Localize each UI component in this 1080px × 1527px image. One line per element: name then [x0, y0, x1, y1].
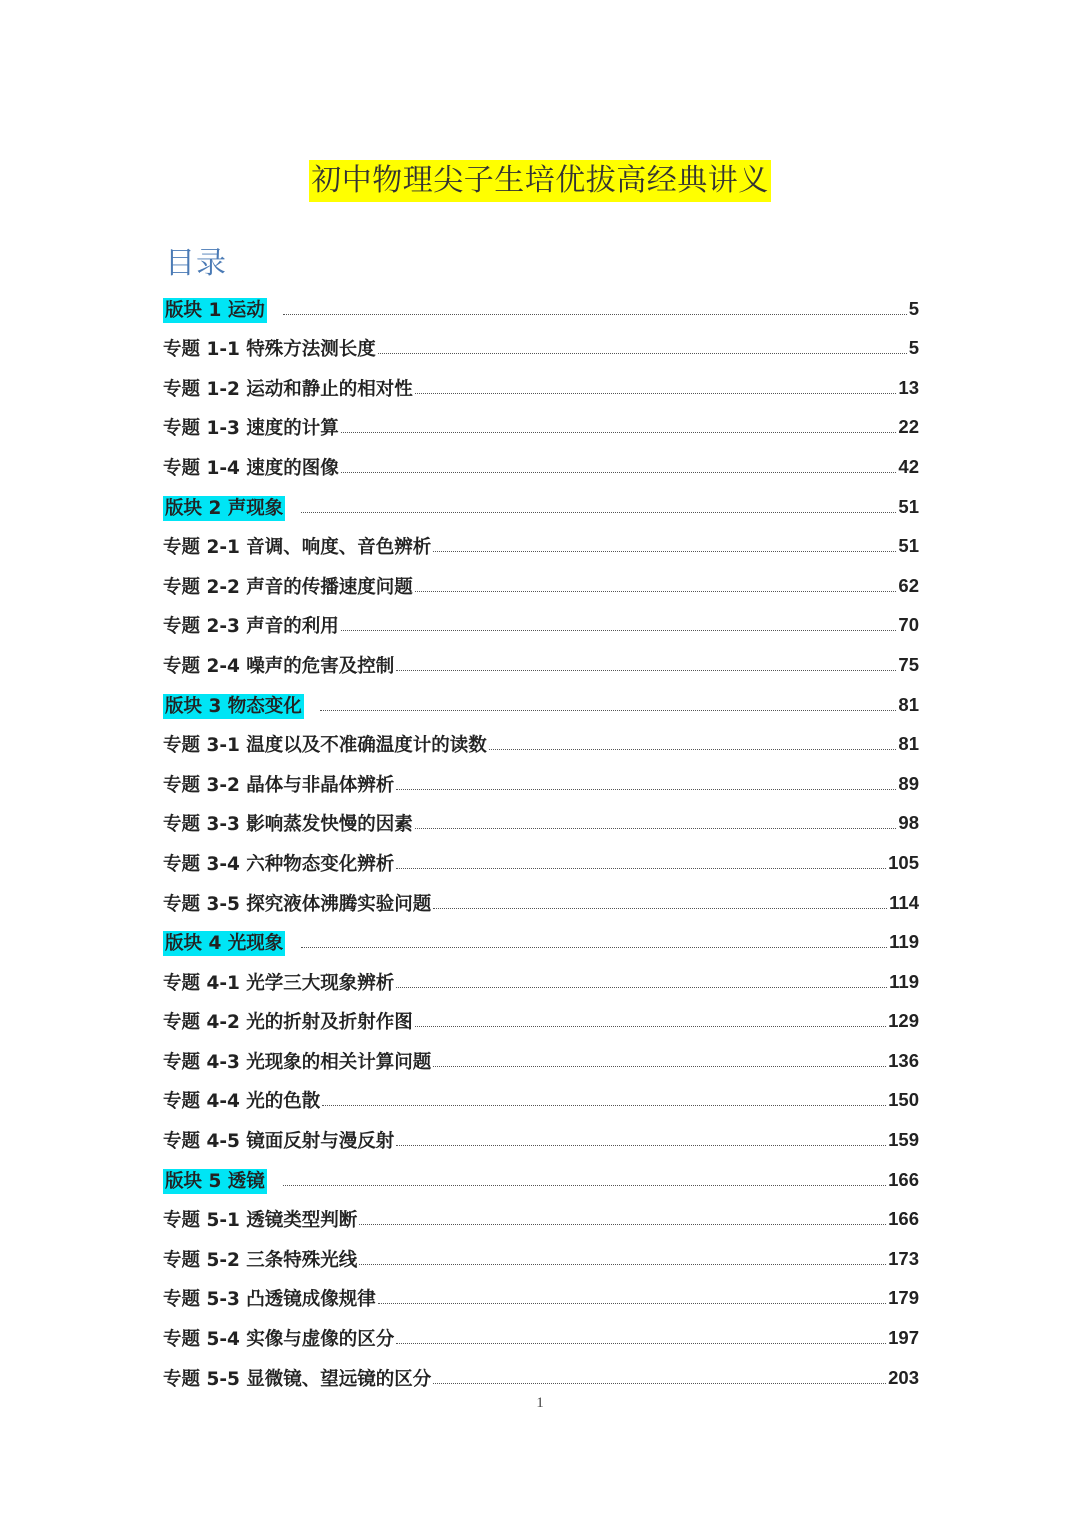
toc-entry-label: 专题 5-4 实像与虚像的区分	[163, 1329, 395, 1351]
toc-label-wrap	[163, 734, 487, 758]
toc-entry-label: 专题 3-2 晶体与非晶体辨析	[163, 774, 395, 796]
toc-label-wrap	[163, 338, 376, 362]
dot-leader	[341, 472, 897, 473]
dot-leader	[396, 1343, 886, 1344]
toc-label-wrap	[163, 1249, 357, 1273]
toc-entry-page: 166	[888, 1168, 919, 1190]
toc-entry-label: 专题 2-4 噪声的危害及控制	[163, 655, 395, 677]
title-container	[0, 160, 1080, 202]
toc-entry-page: 119	[889, 970, 919, 992]
dot-leader	[341, 432, 897, 433]
toc-entry-label: 专题 3-1 温度以及不准确温度计的读数	[163, 735, 487, 757]
dot-leader	[359, 1224, 886, 1225]
toc-label-wrap	[163, 1209, 357, 1233]
toc-label-wrap	[163, 536, 431, 560]
toc-topic-entry[interactable]	[163, 323, 919, 363]
toc-label-wrap	[163, 972, 394, 996]
toc-topic-entry[interactable]	[163, 837, 919, 877]
dot-leader	[301, 512, 896, 513]
toc-section-entry[interactable]	[163, 917, 919, 957]
toc-entry-page: 42	[898, 455, 919, 477]
toc-topic-entry[interactable]	[163, 1114, 919, 1154]
toc-topic-entry[interactable]	[163, 877, 919, 917]
toc-entry-label: 专题 5-3 凸透镜成像规律	[163, 1289, 376, 1311]
toc-entry-label: 专题 2-1 音调、响度、音色辨析	[163, 537, 432, 559]
toc-topic-entry[interactable]	[163, 1194, 919, 1234]
dot-leader	[396, 670, 896, 671]
toc-entry-label: 专题 2-2 声音的传播速度问题	[163, 576, 413, 598]
toc-topic-entry[interactable]	[163, 1312, 919, 1352]
toc-entry-label: 专题 4-1 光学三大现象辨析	[163, 972, 395, 994]
toc-entry-page: 197	[888, 1327, 919, 1349]
toc-entry-label: 专题 1-2 运动和静止的相对性	[163, 378, 413, 400]
toc-topic-entry[interactable]	[163, 1352, 919, 1392]
toc-label-wrap	[163, 576, 413, 600]
toc-label-wrap	[163, 457, 339, 481]
dot-leader	[433, 551, 896, 552]
toc-topic-entry[interactable]	[163, 996, 919, 1036]
toc-label-wrap	[163, 1011, 413, 1035]
toc-entry-label: 专题 5-5 显微镜、望远镜的区分	[163, 1368, 432, 1390]
toc-label-wrap	[163, 932, 285, 956]
toc-label-wrap	[163, 299, 267, 323]
toc-entry-label: 版块 1 运动	[165, 299, 265, 321]
toc-entry-label: 专题 4-3 光现象的相关计算问题	[163, 1051, 432, 1073]
toc-topic-entry[interactable]	[163, 560, 919, 600]
toc-label-wrap	[163, 417, 339, 441]
toc-label-wrap	[163, 1090, 320, 1114]
toc-topic-entry[interactable]	[163, 402, 919, 442]
toc-entry-label: 版块 3 物态变化	[165, 695, 302, 717]
toc-entry-label: 版块 4 光现象	[165, 933, 284, 955]
toc-entry-page: 89	[898, 772, 919, 794]
toc-section-entry[interactable]	[163, 283, 919, 323]
toc-heading: 目录	[165, 246, 227, 281]
dot-leader	[433, 1066, 886, 1067]
toc-label-wrap	[163, 1170, 267, 1194]
dot-leader	[489, 749, 897, 750]
toc-entry-page: 136	[888, 1049, 919, 1071]
toc-entry-label: 专题 1-3 速度的计算	[163, 418, 339, 440]
toc-entry-label: 专题 4-4 光的色散	[163, 1091, 321, 1113]
dot-leader	[320, 710, 897, 711]
toc-entry-page: 5	[908, 297, 919, 319]
toc-entry-label: 专题 4-5 镜面反射与漫反射	[163, 1131, 395, 1153]
toc-entry-page: 5	[908, 337, 919, 359]
toc-label-wrap	[163, 1368, 431, 1392]
toc-entry-label: 专题 3-4 六种物态变化辨析	[163, 853, 395, 875]
toc-entry-label: 专题 5-1 透镜类型判断	[163, 1210, 358, 1232]
toc-label-wrap	[163, 378, 413, 402]
toc-topic-entry[interactable]	[163, 758, 919, 798]
toc-entry-page: 129	[888, 1010, 919, 1032]
toc-label-wrap	[163, 1328, 394, 1352]
toc-section-entry[interactable]	[163, 481, 919, 521]
dot-leader	[341, 630, 897, 631]
dot-leader	[396, 868, 886, 869]
toc-entry-page: 114	[889, 891, 919, 913]
dot-leader	[415, 393, 897, 394]
toc-topic-entry[interactable]	[163, 1273, 919, 1313]
toc-entry-page: 105	[888, 851, 919, 873]
toc-label-wrap	[163, 813, 413, 837]
dot-leader	[322, 1105, 886, 1106]
dot-leader	[283, 1185, 886, 1186]
toc-entry-page: 22	[898, 416, 919, 438]
toc-entry-label: 版块 2 声现象	[165, 497, 284, 519]
toc-topic-entry[interactable]	[163, 441, 919, 481]
toc-entry-label: 专题 5-2 三条特殊光线	[163, 1249, 358, 1271]
toc-entry-page: 119	[889, 931, 919, 953]
toc-entry-page: 75	[898, 653, 919, 675]
dot-leader	[415, 591, 897, 592]
toc-entry-label: 专题 3-3 影响蒸发快慢的因素	[163, 814, 413, 836]
toc-entry-page: 166	[888, 1208, 919, 1230]
toc-label-wrap	[163, 893, 431, 917]
toc-entry-label: 版块 5 透镜	[165, 1170, 265, 1192]
toc-topic-entry[interactable]	[163, 1035, 919, 1075]
dot-leader	[396, 789, 896, 790]
toc-entry-label: 专题 3-5 探究液体沸腾实验问题	[163, 893, 432, 915]
toc-section-entry[interactable]	[163, 679, 919, 719]
toc-entry-page: 159	[888, 1129, 919, 1151]
toc-label-wrap	[163, 615, 339, 639]
toc-topic-entry[interactable]	[163, 956, 919, 996]
dot-leader	[433, 908, 887, 909]
toc-entry-page: 62	[898, 574, 919, 596]
table-of-contents	[163, 283, 919, 1392]
toc-section-entry[interactable]	[163, 1154, 919, 1194]
dot-leader	[378, 1303, 886, 1304]
toc-label-wrap	[163, 853, 394, 877]
toc-label-wrap	[163, 497, 285, 521]
dot-leader	[415, 828, 897, 829]
toc-topic-entry[interactable]	[163, 639, 919, 679]
toc-entry-page: 81	[898, 693, 919, 715]
toc-entry-label: 专题 1-1 特殊方法测长度	[163, 339, 376, 361]
dot-leader	[359, 1264, 886, 1265]
toc-entry-page: 179	[888, 1287, 919, 1309]
toc-entry-page: 81	[898, 733, 919, 755]
toc-topic-entry[interactable]	[163, 521, 919, 561]
toc-topic-entry[interactable]	[163, 719, 919, 759]
dot-leader	[433, 1383, 886, 1384]
toc-label-wrap	[163, 1130, 394, 1154]
toc-entry-page: 173	[888, 1247, 919, 1269]
dot-leader	[378, 353, 907, 354]
toc-entry-label: 专题 4-2 光的折射及折射作图	[163, 1012, 413, 1034]
document-title: 初中物理尖子生培优拔高经典讲义	[309, 160, 771, 202]
toc-topic-entry[interactable]	[163, 362, 919, 402]
dot-leader	[415, 1026, 886, 1027]
dot-leader	[283, 314, 907, 315]
toc-topic-entry[interactable]	[163, 1233, 919, 1273]
toc-entry-page: 51	[898, 535, 919, 557]
toc-label-wrap	[163, 1051, 431, 1075]
toc-label-wrap	[163, 655, 394, 679]
page-number: 1	[536, 1395, 544, 1411]
toc-entry-page: 70	[898, 614, 919, 636]
toc-topic-entry[interactable]	[163, 600, 919, 640]
toc-topic-entry[interactable]	[163, 798, 919, 838]
toc-label-wrap	[163, 1288, 376, 1312]
toc-entry-page: 13	[898, 376, 919, 398]
toc-entry-label: 专题 2-3 声音的利用	[163, 616, 339, 638]
toc-entry-page: 203	[888, 1366, 919, 1388]
dot-leader	[301, 947, 887, 948]
toc-label-wrap	[163, 774, 394, 798]
toc-label-wrap	[163, 695, 304, 719]
toc-entry-page: 150	[888, 1089, 919, 1111]
dot-leader	[396, 987, 887, 988]
dot-leader	[396, 1145, 886, 1146]
toc-topic-entry[interactable]	[163, 1075, 919, 1115]
toc-entry-page: 51	[898, 495, 919, 517]
toc-entry-label: 专题 1-4 速度的图像	[163, 457, 339, 479]
toc-entry-page: 98	[898, 812, 919, 834]
